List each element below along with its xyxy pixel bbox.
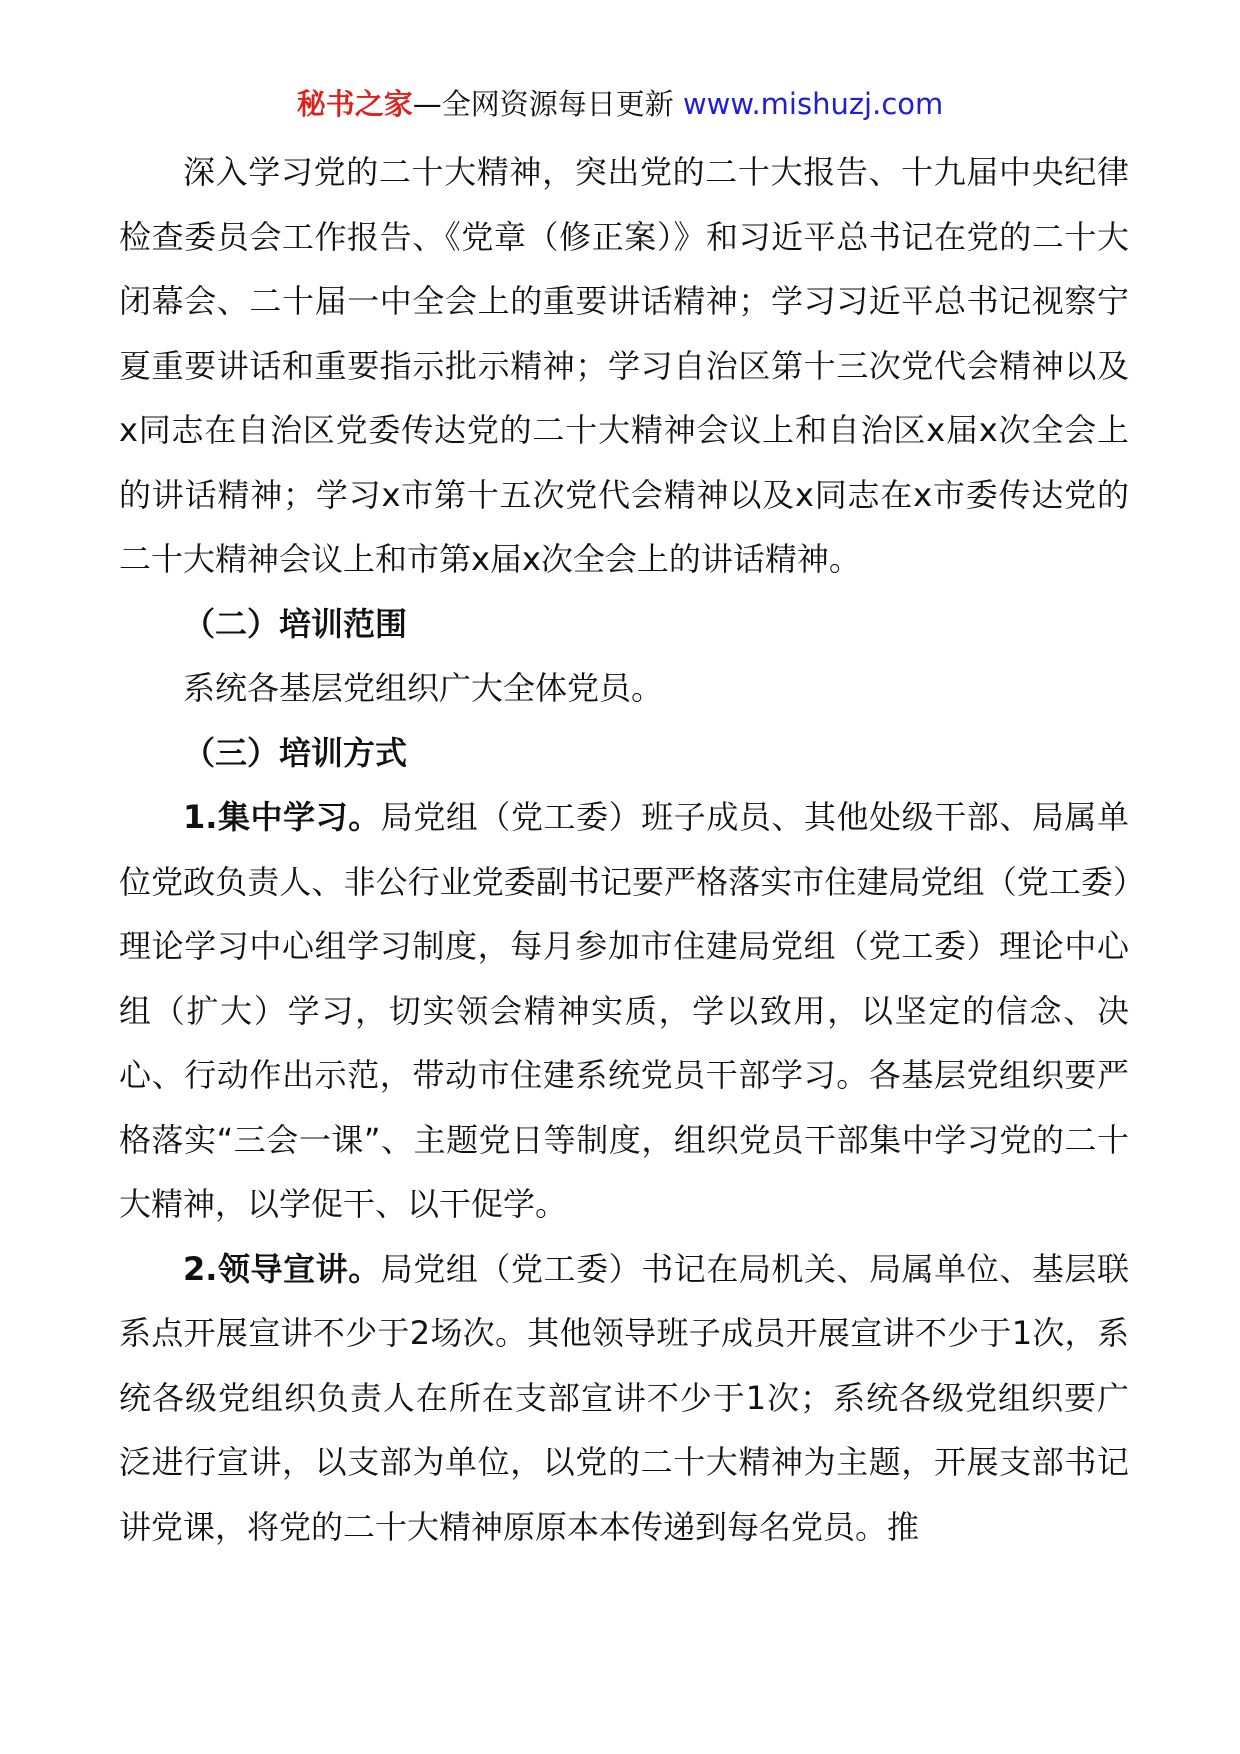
header-slogan: —全网资源每日更新: [412, 87, 674, 121]
scope-paragraph: 系统各基层党组织广大全体党员。: [183, 669, 664, 707]
study-content-paragraph: 深入学习党的二十大精神，突出党的二十大报告、十九届中央纪律检查委员会工作报告、《党章（修正案）》和习近平总书记在党的二十大闭幕会、二十届一中全会上的重要讲话精神；学习习近平总书记视察宁夏重要讲话和重要指示批示精神；学习自治区第十三次党代会精神以及x同志在自治区党委传达党的二十大精神会议上和自治区x届x次全会上的讲话精神；学习x市第十五次党代会精神以及x同志在x市委传达党的二十大精神会议上和市第x届x次全会上的讲话精神。: [119, 153, 1129, 578]
document-body: [119, 140, 1129, 1559]
method-paragraph-2: [119, 1237, 1129, 1560]
method-1-lead: 1.集中学习。: [183, 798, 381, 836]
method-1-body: 局党组（党工委）班子成员、其他处级干部、局属单位党政负责人、非公行业党委副书记要严格落实市住建局党组（党工委）理论学习中心组学习制度，每月参加市住建局党组（党工委）理论中心组（扩大）学习，切实领会精神实质，学以致用，以坚定的信念、决心、行动作出示范，带动市住建系统党员干部学习。各基层党组织要严格落实“三会一课”、主题党日等制度，组织党员干部集中学习党的二十大精神，以学促干、以干促学。: [119, 798, 1129, 1223]
brand-name: 秘书之家: [296, 87, 413, 121]
section-heading-method: （三）培训方式: [183, 733, 408, 772]
page-header: [0, 84, 1240, 124]
section-heading-scope: （二）培训范围: [183, 604, 408, 643]
website-link[interactable]: www.mishuzj.com: [682, 87, 944, 121]
method-2-body: 局党组（党工委）书记在局机关、局属单位、基层联系点开展宣讲不少于2场次。其他领导班子成员开展宣讲不少于1次，系统各级党组织负责人在所在支部宣讲不少于1次；系统各级党组织要广泛进行宣讲，以支部为单位，以党的二十大精神为主题，开展支部书记讲党课，将党的二十大精神原原本本传递到每名党员。推: [119, 1249, 1129, 1546]
method-paragraph-1: [119, 785, 1129, 1237]
method-2-lead: 2.领导宣讲。: [183, 1249, 381, 1288]
